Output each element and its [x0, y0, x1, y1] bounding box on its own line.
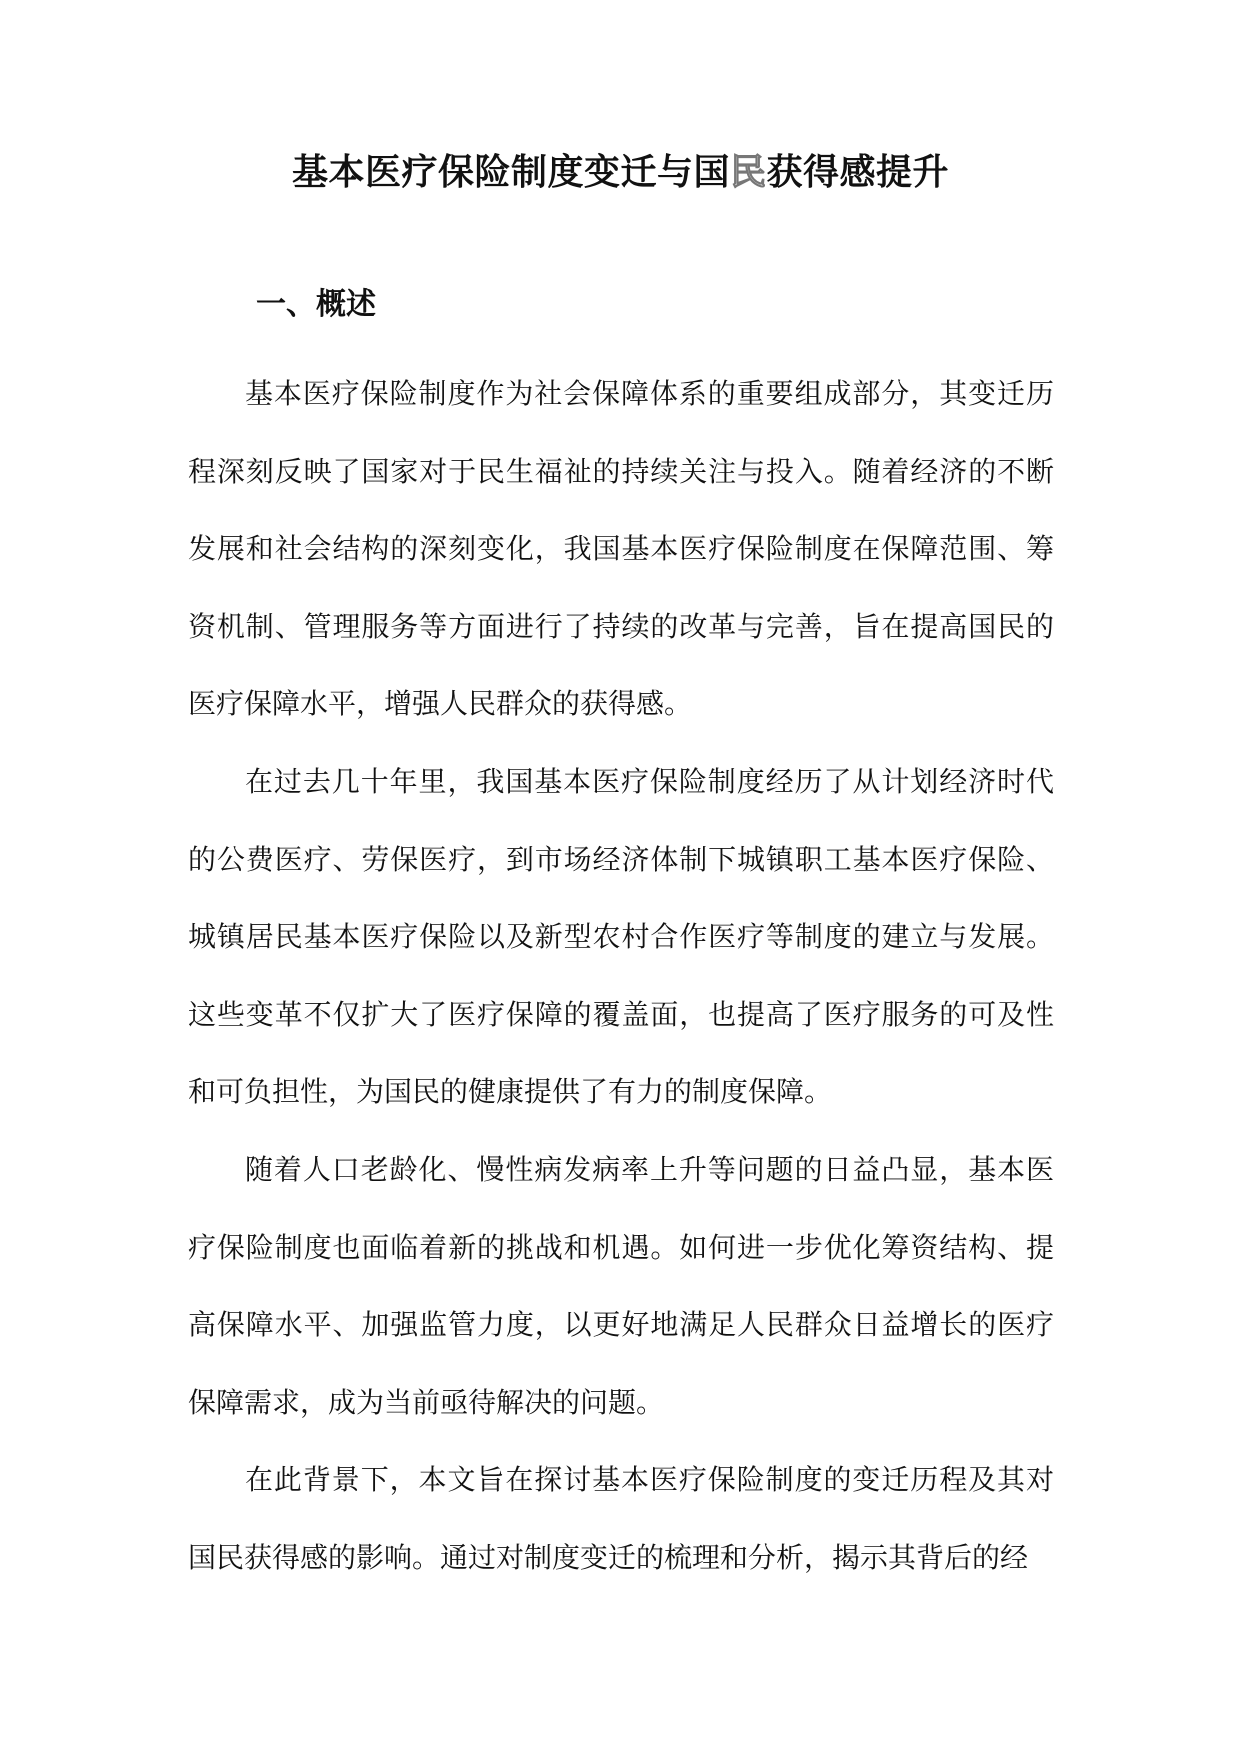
title-outlined-character: 民 — [729, 152, 767, 193]
body-text — [188, 355, 1054, 1597]
paragraph-4: 在此背景下，本文旨在探讨基本医疗保险制度的变迁历程及其对国民获得感的影响。通过对制度变迁的梳理和分析，揭示其背后的经 — [188, 1463, 1054, 1574]
document-title — [0, 148, 1241, 198]
paragraph-2: 在过去几十年里，我国基本医疗保险制度经历了从计划经济时代的公费医疗、劳保医疗，到市场经济体制下城镇职工基本医疗保险、城镇居民基本医疗保险以及新型农村合作医疗等制度的建立与发展。这些变革不仅扩大了医疗保障的覆盖面，也提高了医疗服务的可及性和可负担性，为国民的健康提供了有力的制度保障。 — [188, 764, 1054, 1109]
paragraph-3: 随着人口老龄化、慢性病发病率上升等问题的日益凸显，基本医疗保险制度也面临着新的挑战和机遇。如何进一步优化筹资结构、提高保障水平、加强监管力度，以更好地满足人民群众日益增长的医疗保障需求，成为当前亟待解决的问题。 — [188, 1152, 1054, 1419]
section-heading-overview: 一、概述 — [256, 287, 376, 322]
title-text-end: 获得感提升 — [766, 152, 950, 193]
title-text-start: 基本医疗保险制度变迁与国 — [291, 152, 730, 193]
paragraph-1: 基本医疗保险制度作为社会保障体系的重要组成部分，其变迁历程深刻反映了国家对于民生福祉的持续关注与投入。随着经济的不断发展和社会结构的深刻变化，我国基本医疗保险制度在保障范围、筹资机制、管理服务等方面进行了持续的改革与完善，旨在提高国民的医疗保障水平，增强人民群众的获得感。 — [188, 377, 1054, 721]
